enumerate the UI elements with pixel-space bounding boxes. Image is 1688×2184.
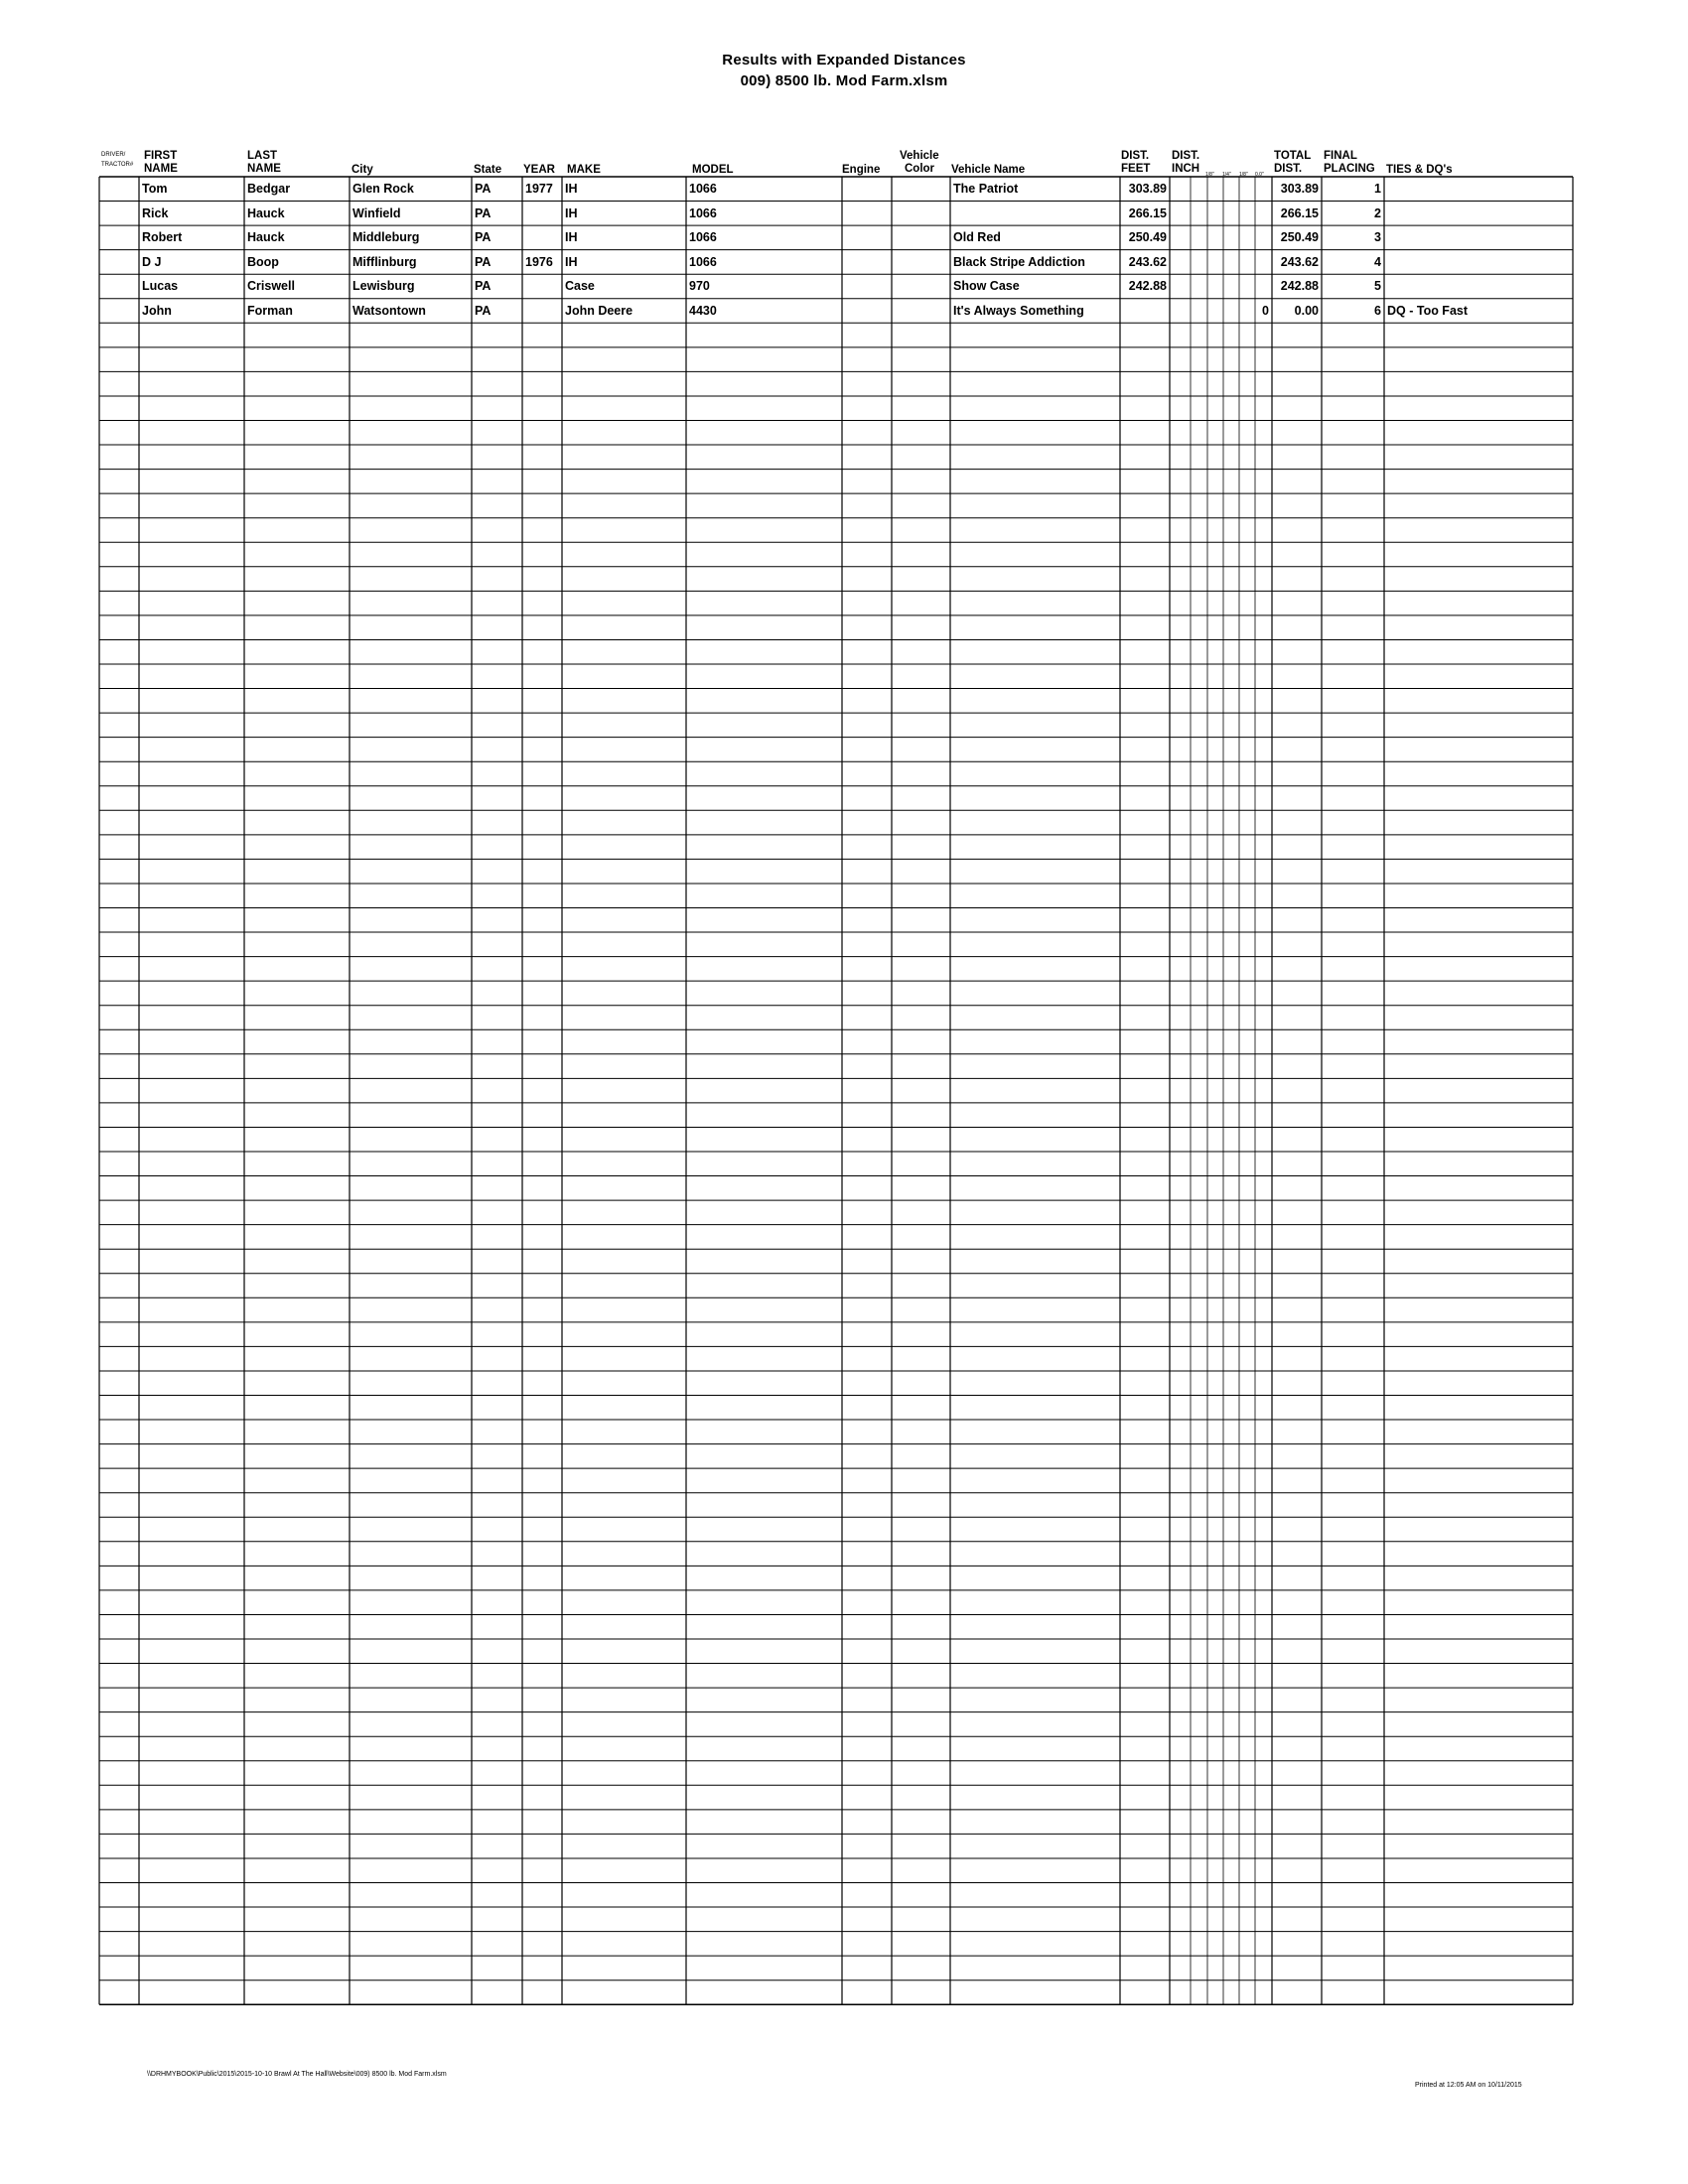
cell-total-dist: 242.88 <box>1280 279 1319 294</box>
cell-total-dist: 303.89 <box>1280 182 1319 196</box>
header-engine: Engine <box>842 164 881 176</box>
header-first-2: NAME <box>144 163 178 175</box>
cell-first-name: Robert <box>142 230 183 245</box>
cell-dist-feet: 243.62 <box>1128 254 1167 269</box>
cell-city: Middleburg <box>352 230 420 245</box>
cell-ties-dqs: DQ - Too Fast <box>1387 303 1469 318</box>
cell-model: 1066 <box>689 254 717 269</box>
cell-total-dist: 250.49 <box>1280 230 1319 245</box>
header-dist-feet-2: FEET <box>1121 163 1151 175</box>
header-frac-1: 1/8" <box>1205 172 1214 178</box>
cell-final-placing: 2 <box>1374 205 1381 220</box>
cell-city: Glen Rock <box>352 182 414 196</box>
header-final-1: FINAL <box>1324 150 1357 162</box>
cell-last-name: Forman <box>247 303 293 318</box>
header-last-2: NAME <box>247 163 281 175</box>
cell-model: 1066 <box>689 182 717 196</box>
cell-make: IH <box>565 182 578 196</box>
cell-total-dist: 266.15 <box>1280 205 1319 220</box>
header-model: MODEL <box>692 164 734 176</box>
cell-vehicle-name: The Patriot <box>953 182 1019 196</box>
cell-make: IH <box>565 254 578 269</box>
header-dist-inch-1: DIST. <box>1172 150 1200 162</box>
cell-final-placing: 1 <box>1374 182 1381 196</box>
header-total-1: TOTAL <box>1274 150 1312 162</box>
header-color-2: Color <box>905 163 935 175</box>
header-frac-4: 0.0" <box>1255 172 1264 178</box>
cell-last-name: Criswell <box>247 279 295 294</box>
cell-total-dist: 243.62 <box>1280 254 1319 269</box>
header-state: State <box>474 164 502 176</box>
cell-make: John Deere <box>565 303 633 318</box>
cell-vehicle-name: Old Red <box>953 230 1001 245</box>
cell-last-name: Hauck <box>247 230 285 245</box>
header-total-2: DIST. <box>1274 163 1303 175</box>
header-color-1: Vehicle <box>900 150 939 162</box>
header-frac-2: 1/4" <box>1222 172 1231 178</box>
footer-file-path: \\DRHMYBOOK\Public\2015\2015-10-10 Brawl At The Hall\Website\009) 8500 lb. Mod Farm.xlsm <box>147 2071 447 2078</box>
header-city: City <box>352 164 373 176</box>
cell-dist-feet: 250.49 <box>1128 230 1167 245</box>
cell-city: Watsontown <box>352 303 426 318</box>
cell-first-name: Lucas <box>142 279 179 294</box>
header-frac-3: 1/8" <box>1239 172 1248 178</box>
header-vehicle-name: Vehicle Name <box>951 164 1026 176</box>
cell-first-name: D J <box>142 254 162 269</box>
header-first-1: FIRST <box>144 150 178 162</box>
header-ties: TIES & DQ's <box>1386 164 1453 176</box>
cell-city: Winfield <box>352 205 401 220</box>
cell-final-placing: 3 <box>1374 230 1381 245</box>
header-final-2: PLACING <box>1324 163 1375 175</box>
cell-year: 1976 <box>525 254 553 269</box>
cell-last-name: Hauck <box>247 205 285 220</box>
cell-model: 970 <box>689 279 710 294</box>
cell-make: IH <box>565 230 578 245</box>
cell-state: PA <box>475 205 492 220</box>
header-driver-2: TRACTOR# <box>101 162 134 168</box>
cell-model: 1066 <box>689 205 717 220</box>
cell-first-name: John <box>142 303 172 318</box>
header-dist-feet-1: DIST. <box>1121 150 1150 162</box>
header-driver-1: DRIVER/ <box>101 152 126 158</box>
cell-last-name: Bedgar <box>247 182 291 196</box>
cell-final-placing: 4 <box>1374 254 1381 269</box>
cell-vehicle-name: It's Always Something <box>953 303 1084 318</box>
cell-make: Case <box>565 279 595 294</box>
cell-make: IH <box>565 205 578 220</box>
cell-year: 1977 <box>525 182 553 196</box>
cell-final-placing: 5 <box>1374 279 1381 294</box>
page-title: Results with Expanded Distances <box>722 52 966 68</box>
cell-city: Lewisburg <box>352 279 415 294</box>
header-last-1: LAST <box>247 150 278 162</box>
cell-dist-feet: 303.89 <box>1128 182 1167 196</box>
cell-state: PA <box>475 303 492 318</box>
cell-city: Mifflinburg <box>352 254 417 269</box>
footer-printed-timestamp: Printed at 12:05 AM on 10/11/2015 <box>1415 2082 1522 2089</box>
cell-vehicle-name: Black Stripe Addiction <box>953 254 1085 269</box>
cell-vehicle-name: Show Case <box>953 279 1020 294</box>
cell-final-placing: 6 <box>1374 303 1381 318</box>
cell-first-name: Rick <box>142 205 169 220</box>
cell-last-name: Boop <box>247 254 279 269</box>
cell-state: PA <box>475 279 492 294</box>
header-dist-inch-2: INCH <box>1172 163 1200 175</box>
cell-state: PA <box>475 254 492 269</box>
header-year: YEAR <box>523 164 555 176</box>
cell-state: PA <box>475 230 492 245</box>
cell-model: 1066 <box>689 230 717 245</box>
header-make: MAKE <box>567 164 601 176</box>
cell-dist-feet: 242.88 <box>1128 279 1167 294</box>
cell-first-name: Tom <box>142 182 168 196</box>
cell-total-dist: 0.00 <box>1294 303 1319 318</box>
cell-dist-feet: 266.15 <box>1128 205 1167 220</box>
cell-state: PA <box>475 182 492 196</box>
file-name: 009) 8500 lb. Mod Farm.xlsm <box>740 72 948 89</box>
cell-frac: 0 <box>1262 303 1269 318</box>
cell-model: 4430 <box>689 303 717 318</box>
